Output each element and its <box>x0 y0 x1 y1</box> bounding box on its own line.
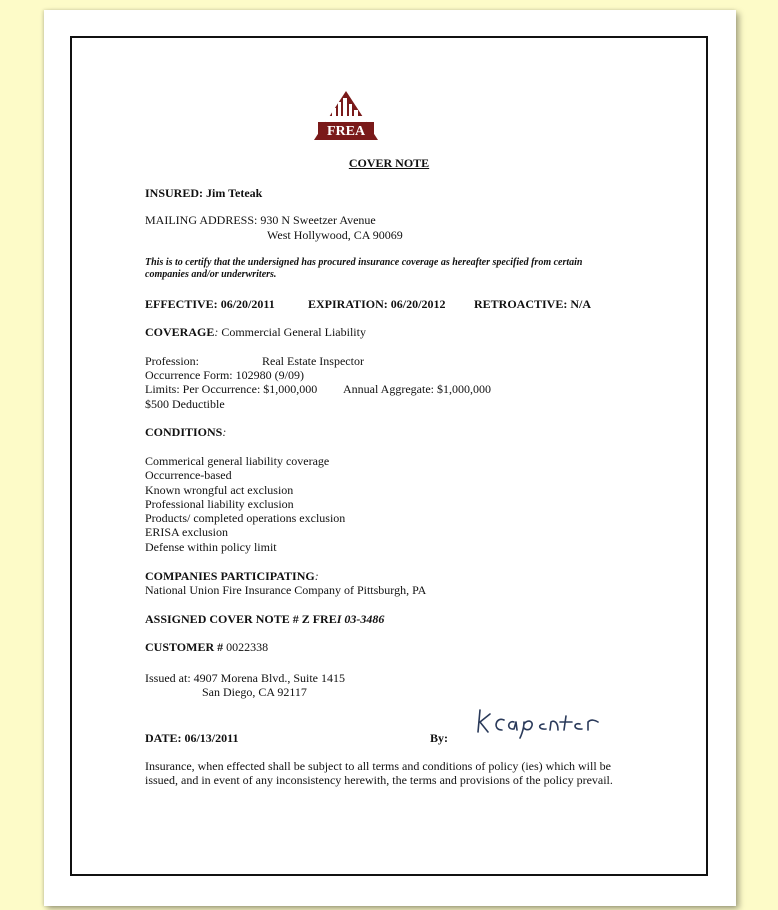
list-item: Known wrongful act exclusion <box>145 482 294 497</box>
list-item: Defense within policy limit <box>145 539 277 554</box>
issued-line2: San Diego, CA 92117 <box>202 685 307 699</box>
retroactive-value: N/A <box>570 297 592 311</box>
conditions-list <box>145 454 345 554</box>
companies-heading <box>145 569 319 583</box>
coverage <box>145 325 366 339</box>
deductible: $500 Deductible <box>145 397 225 411</box>
effective-label: EFFECTIVE: <box>145 297 218 311</box>
assigned-value: I 03-3486 <box>336 612 385 626</box>
customer-value: 0022338 <box>226 640 269 654</box>
issued-at <box>145 671 345 685</box>
conditions-label: CONDITIONS <box>145 425 223 439</box>
limits-per-occurrence: Limits: Per Occurrence: $1,000,000 <box>145 382 318 396</box>
retroactive-label: RETROACTIVE: <box>474 297 568 311</box>
insured-value: Jim Teteak <box>206 186 263 200</box>
expiration-date: 06/20/2012 <box>390 297 446 311</box>
expiration <box>308 297 445 311</box>
profession-label: Profession: <box>145 354 199 368</box>
list-item: Occurrence-based <box>145 468 232 483</box>
certification-statement: This is to certify that the undersigned has procured insurance coverage as hereafter specified from certain companies and/or underwriters. <box>145 257 583 280</box>
mailing-line2: West Hollywood, CA 90069 <box>267 228 403 242</box>
coverage-colon: : <box>214 325 219 339</box>
assigned-cover-note <box>145 612 384 626</box>
expiration-label: EXPIRATION: <box>308 297 388 311</box>
signature <box>474 700 604 740</box>
skyline-icon <box>326 98 366 122</box>
effective-date: 06/20/2011 <box>220 297 275 311</box>
footer-terms: Insurance, when effected shall be subject to all terms and conditions of policy (ies) which will be issued, and in event of any inconsistency herewith, the terms and provisions of the policy prevail. <box>145 759 613 787</box>
insured-label: INSURED: <box>145 186 204 200</box>
date-value: 06/13/2011 <box>184 731 239 745</box>
frea-logo <box>312 88 380 144</box>
companies-value: National Union Fire Insurance Company of Pittsburgh, PA <box>145 583 427 597</box>
customer-number <box>145 640 268 654</box>
retroactive <box>474 297 591 311</box>
date-label: DATE: <box>145 731 182 745</box>
effective <box>145 297 275 311</box>
list-item: Products/ completed operations exclusion <box>145 511 346 526</box>
insured <box>145 186 262 200</box>
companies-label: COMPANIES PARTICIPATING <box>145 569 315 583</box>
mailing-address <box>145 213 376 227</box>
date <box>145 731 238 745</box>
mailing-line1: 930 N Sweetzer Avenue <box>260 213 376 227</box>
customer-label: CUSTOMER # <box>145 640 224 654</box>
assigned-label: ASSIGNED COVER NOTE # Z FRE <box>145 612 337 626</box>
coverage-value: Commercial General Liability <box>221 325 366 339</box>
by-label: By: <box>430 731 448 745</box>
companies-colon: : <box>314 569 319 583</box>
occurrence-form: Occurrence Form: 102980 (9/09) <box>145 368 304 382</box>
coverage-label: COVERAGE <box>145 325 215 339</box>
list-item: Commerical general liability coverage <box>145 454 330 468</box>
conditions-colon: : <box>222 425 227 439</box>
logo-text: FREA <box>326 124 366 139</box>
issued-line1: 4907 Morena Blvd., Suite 1415 <box>193 671 345 685</box>
list-item: ERISA exclusion <box>145 525 228 540</box>
document-title: COVER NOTE <box>348 156 430 170</box>
list-item: Professional liability exclusion <box>145 496 294 511</box>
profession-value: Real Estate Inspector <box>262 354 364 368</box>
annual-aggregate: Annual Aggregate: $1,000,000 <box>343 382 491 396</box>
conditions-heading <box>145 425 226 439</box>
mailing-label: MAILING ADDRESS: <box>145 213 258 227</box>
issued-label: Issued at: <box>145 671 191 685</box>
